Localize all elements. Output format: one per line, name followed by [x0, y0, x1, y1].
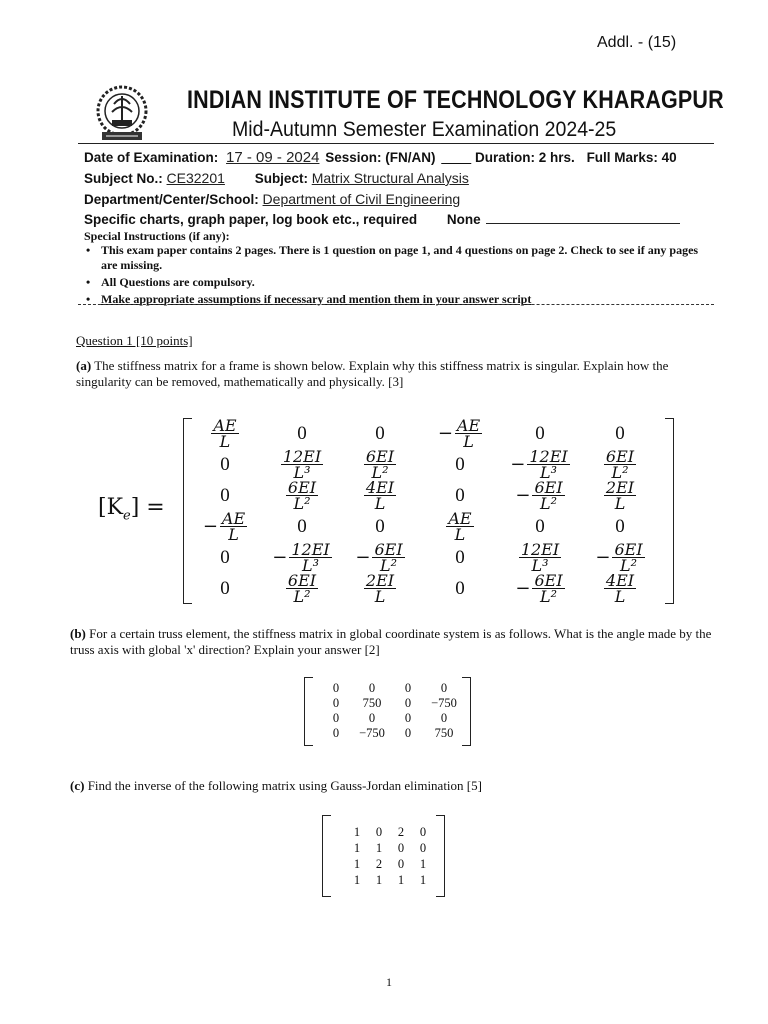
matrix-entry-fraction: $\frac{4EI}{L}$: [605, 571, 635, 606]
matrix-entry-zero: 0: [220, 546, 230, 568]
truss-matrix-entry: 750: [434, 726, 454, 740]
part-a-text: The stiffness matrix for a frame is shown below. Explain why this stiffness matrix is singular. Explain how the singularity can be removed, mathematically and physically. [3]: [76, 358, 669, 389]
exam-info-row: [84, 149, 677, 166]
full-marks-label: Full Marks:: [586, 150, 658, 165]
date-value: 17 - 09 - 2024: [226, 149, 320, 166]
matrix-entry-zero: 0: [615, 422, 625, 444]
department-label: Department/Center/School:: [84, 192, 259, 207]
matrix-entry-fraction: − $\frac{6EI}{\text{L²}}$: [515, 571, 563, 606]
truss-matrix-entry: 0: [440, 681, 448, 695]
gj-matrix-entry: 1: [375, 841, 383, 855]
department-row: [84, 191, 460, 207]
matrix-entry-zero: 0: [220, 484, 230, 506]
matrix-entry-fraction: − $\frac{12EI}{\text{L³}}$: [272, 540, 330, 575]
matrix-a-right-bracket: [665, 418, 674, 604]
matrix-entry-fraction: $\frac{12EI}{\text{L³}}$: [282, 447, 322, 482]
matrix-entry-fraction: − $\frac{6EI}{\text{L²}}$: [595, 540, 643, 575]
gj-matrix-entry: 0: [397, 857, 405, 871]
question-1-title: Question 1 [10 points]: [76, 333, 193, 348]
instruction-item: • This exam paper contains 2 pages. There is 1 question on page 1, and 4 questions on page 2. Check to see if any pages are missing.: [86, 243, 699, 272]
truss-matrix-entry: 0: [404, 696, 412, 710]
subject-label: Subject:: [254, 171, 308, 186]
date-label: Date of Examination:: [84, 150, 219, 165]
header-divider: [78, 143, 714, 144]
gj-matrix-entry: 0: [397, 841, 405, 855]
matrix-entry-fraction: $\frac{6EI}{\text{L²}}$: [287, 571, 317, 606]
truss-matrix-entry: −750: [431, 696, 457, 710]
gj-matrix-entry: 2: [375, 857, 383, 871]
instruction-list: [86, 243, 711, 307]
matrix-entry-fraction: − $\frac{6EI}{\text{L²}}$: [515, 478, 563, 513]
gj-matrix-entry: 2: [397, 825, 405, 839]
truss-matrix-entry: 0: [404, 681, 412, 695]
truss-matrix-entry: 0: [332, 696, 340, 710]
matrix-entry-fraction: $\frac{2EI}{L}$: [605, 478, 635, 513]
matrix-entry-fraction: $\frac{6EI}{\text{L²}}$: [287, 478, 317, 513]
part-a-label: (a): [76, 358, 92, 373]
matrix-entry-fraction: $\frac{AE}{L}$: [448, 509, 472, 544]
matrix-entry-fraction: $\frac{12EI}{\text{L³}}$: [520, 540, 560, 575]
gj-matrix-entry: 0: [419, 825, 427, 839]
truss-matrix-entry: 0: [368, 711, 376, 725]
truss-matrix-entry: 0: [332, 726, 340, 740]
exam-title: Mid-Autumn Semester Examination 2024-25: [232, 118, 617, 141]
matrix-entry-zero: 0: [455, 484, 465, 506]
question-1a: [76, 358, 716, 390]
additional-sheet-note: Addl. - (15): [597, 34, 677, 51]
truss-matrix-entry: 0: [332, 711, 340, 725]
matrix-c-right-bracket: [436, 815, 445, 897]
duration-label: Duration: 2 hrs.: [475, 150, 575, 165]
gj-matrix-entry: 1: [375, 873, 383, 887]
question-1c: [70, 778, 720, 794]
gj-matrix-entry: 0: [419, 841, 427, 855]
instructions-divider: [78, 304, 714, 305]
special-instructions-label: Special Instructions (if any):: [84, 229, 230, 243]
part-c-label: (c): [70, 778, 85, 793]
truss-matrix-entry: 0: [368, 681, 376, 695]
gj-matrix-entry: 1: [353, 873, 361, 887]
iit-kharagpur-logo: [92, 84, 152, 146]
matrix-entry-zero: 0: [615, 515, 625, 537]
part-c-text: Find the inverse of the following matrix using Gauss-Jordan elimination [5]: [87, 778, 482, 793]
charts-value: None: [446, 212, 481, 227]
matrix-entry-zero: 0: [375, 515, 385, 537]
page-number: 1: [386, 975, 392, 989]
gj-matrix-entry: 1: [397, 873, 405, 887]
charts-row: [84, 212, 680, 227]
subject-no-label: Subject No.:: [84, 171, 163, 186]
matrix-entry-fraction: − $\frac{AE}{L}$: [437, 416, 481, 451]
matrix-entry-zero: 0: [455, 453, 465, 475]
gj-matrix-entry: 1: [419, 857, 427, 871]
full-marks-value: 40: [661, 150, 677, 165]
matrix-entry-zero: 0: [375, 422, 385, 444]
matrix-entry-fraction: $\frac{AE}{L}$: [213, 416, 237, 451]
subject-no-value: CE32201: [166, 170, 225, 186]
matrix-entry-zero: 0: [220, 453, 230, 475]
instruction-item: • All Questions are compulsory.: [86, 275, 255, 289]
matrix-entry-fraction: $\frac{6EI}{\text{L²}}$: [365, 447, 395, 482]
gj-matrix-entry: 0: [375, 825, 383, 839]
matrix-b-right-bracket: [462, 677, 471, 746]
truss-matrix-entry: 750: [362, 696, 382, 710]
gj-matrix-entry: 1: [353, 841, 361, 855]
instruction-item: • Make appropriate assumptions if necessary and mention them in your answer script: [86, 292, 532, 306]
matrix-entry-zero: 0: [455, 546, 465, 568]
matrix-entry-zero: 0: [535, 515, 545, 537]
session-label: Session: (FN/AN): [325, 150, 436, 165]
department-value: Department of Civil Engineering: [262, 191, 461, 207]
subject-row: [84, 170, 469, 186]
matrix-entry-zero: 0: [297, 515, 307, 537]
gj-matrix-entry: 1: [353, 825, 361, 839]
matrix-entry-zero: 0: [220, 577, 230, 599]
truss-matrix-entry: 0: [332, 681, 340, 695]
matrix-c-left-bracket: [322, 815, 331, 897]
matrix-entry-fraction: $\frac{2EI}{L}$: [365, 571, 395, 606]
truss-matrix-entry: −750: [359, 726, 385, 740]
question-1b: [70, 626, 720, 658]
part-b-text: For a certain truss element, the stiffness matrix in global coordinate system is as follows. What is the angle made by the truss axis with global 'x' direction? Explain your answer [2]: [70, 626, 712, 657]
subject-value: Matrix Structural Analysis: [311, 170, 469, 186]
matrix-b-left-bracket: [304, 677, 313, 746]
matrix-entry-fraction: − $\frac{AE}{L}$: [202, 509, 246, 544]
truss-matrix-entry: 0: [404, 726, 412, 740]
gj-matrix-entry: 1: [353, 857, 361, 871]
matrix-entry-zero: 0: [455, 577, 465, 599]
stiffness-matrix-symbol: $[K_e]$ =: [98, 495, 165, 524]
matrix-entry-zero: 0: [535, 422, 545, 444]
charts-label: Specific charts, graph paper, log book etc., required: [84, 212, 418, 227]
part-b-label: (b): [70, 626, 86, 641]
truss-matrix-entry: 0: [440, 711, 448, 725]
matrix-entry-fraction: − $\frac{12EI}{\text{L³}}$: [510, 447, 568, 482]
matrix-entry-zero: 0: [297, 422, 307, 444]
matrix-entry-fraction: $\frac{6EI}{\text{L²}}$: [605, 447, 635, 482]
matrix-entry-fraction: $\frac{4EI}{L}$: [365, 478, 395, 513]
institute-name: INDIAN INSTITUTE OF TECHNOLOGY KHARAGPUR: [187, 86, 724, 114]
gj-matrix-entry: 1: [419, 873, 427, 887]
truss-matrix-entry: 0: [404, 711, 412, 725]
matrix-entry-fraction: − $\frac{6EI}{\text{L²}}$: [355, 540, 403, 575]
